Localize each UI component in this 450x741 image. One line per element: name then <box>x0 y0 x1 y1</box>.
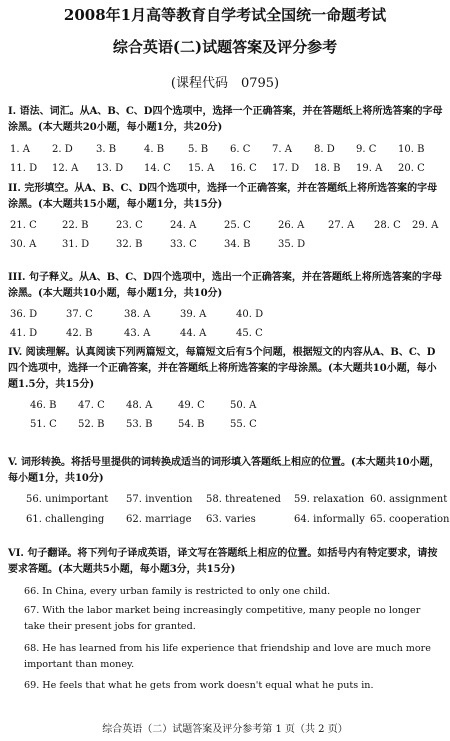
answer-item: 55. C <box>230 419 257 430</box>
answer-item: 59. relaxation <box>294 494 365 505</box>
answer-item: 62. marriage <box>126 514 192 525</box>
answer-item: 54. B <box>178 419 205 430</box>
answer-item: 22. B <box>62 220 89 231</box>
document-subtitle: 综合英语(二)试题答案及评分参考 <box>112 38 338 56</box>
answer-item: 34. B <box>224 239 251 250</box>
answer-item: 65. cooperation <box>370 514 450 525</box>
answer-item: 16. C <box>230 163 257 174</box>
answer-item: 13. D <box>96 163 124 174</box>
answer-item: 53. B <box>126 419 153 430</box>
page-footer: 综合英语（二）试题答案及评分参考第 1 页（共 2 页） <box>102 724 348 735</box>
answer-item: 49. C <box>178 400 205 411</box>
answer-item: 26. A <box>278 220 305 231</box>
section-4-answers-row-1 <box>8 400 444 416</box>
section-2-answers-row-1 <box>8 220 444 236</box>
answer-item: 36. D <box>10 309 38 320</box>
translation-answer-66: 66. In China, every urban family is restricted to only one child. <box>24 586 331 597</box>
answer-item: 14. C <box>144 163 171 174</box>
section-5-answers-row-2 <box>8 514 450 530</box>
answer-item: 33. C <box>170 239 197 250</box>
answer-item: 8. D <box>314 144 335 155</box>
answer-item: 20. C <box>398 163 425 174</box>
answer-item: 63. varies <box>206 514 256 525</box>
answer-item: 52. B <box>78 419 105 430</box>
section-3-answers-row-1 <box>8 309 444 325</box>
answer-item: 57. invention <box>126 494 193 505</box>
answer-item: 10. B <box>398 144 425 155</box>
answer-item: 60. assignment <box>370 494 448 505</box>
section-2-instruction: II. 完形填空。从A、B、C、D四个选项中，选择一个正确答案，并在答题纸上将所选答案的字母涂黑。(本大题共15小题，每小题1分，共15分) <box>8 183 438 210</box>
translation-answer-69: 69. He feels that what he gets from work doesn't equal what he puts in. <box>24 680 374 691</box>
answer-item: 27. A <box>328 220 355 231</box>
answer-item: 38. A <box>124 309 151 320</box>
answer-item: 2. D <box>52 144 73 155</box>
answer-item: 12. A <box>52 163 79 174</box>
answer-item: 7. A <box>272 144 292 155</box>
answer-item: 17. D <box>272 163 300 174</box>
answer-item: 21. C <box>10 220 37 231</box>
answer-item: 44. A <box>180 328 207 339</box>
answer-item: 50. A <box>230 400 257 411</box>
section-1-answers-row-1 <box>8 144 444 160</box>
answer-item: 48. A <box>126 400 153 411</box>
answer-item: 29. A <box>412 220 439 231</box>
answer-item: 11. D <box>10 163 38 174</box>
answer-item: 25. C <box>224 220 251 231</box>
answer-item: 37. C <box>66 309 93 320</box>
answer-item: 56. unimportant <box>26 494 109 505</box>
answer-item: 41. D <box>10 328 38 339</box>
answer-item: 51. C <box>30 419 57 430</box>
translation-answer-68: 68. He has learned from his life experience that friendship and love are much more important than money. <box>24 643 431 670</box>
answer-item: 24. A <box>170 220 197 231</box>
answer-item: 35. D <box>278 239 306 250</box>
answer-item: 45. C <box>236 328 263 339</box>
answer-item: 31. D <box>62 239 90 250</box>
answer-item: 40. D <box>236 309 264 320</box>
section-5-answers-row-1 <box>8 494 448 510</box>
answer-item: 28. C <box>374 220 401 231</box>
answer-item: 61. challenging <box>26 514 105 525</box>
section-5-instruction: V. 词形转换。将括号里提供的词转换成适当的词形填入答题纸上相应的位置。(本大题共10小题，每小题1分，共10分) <box>8 457 440 484</box>
exam-title: 2008年1月高等教育自学考试全国统一命题考试 <box>63 6 387 24</box>
section-4-instruction: IV. 阅读理解。认真阅读下列两篇短文，每篇短文后有5个问题，根据短文的内容从A、B、C、D四个选项中，选择一个正确答案，并在答题纸上将所选答案的字母涂黑。(本大题共10小题，每小题1.5分，共15分) <box>8 347 437 390</box>
answer-item: 30. A <box>10 239 37 250</box>
answer-item: 46. B <box>30 400 57 411</box>
section-1-answers-row-2 <box>8 163 444 179</box>
section-3-instruction: III. 句子释义。从A、B、C、D四个选项中，选出一个正确答案，并在答题纸上将所选答案的字母涂黑。(本大题共10小题，每小题1分，共10分) <box>8 272 442 299</box>
section-1-instruction: I. 语法、词汇。从A、B、C、D四个选项中，选择一个正确答案，并在答题纸上将所选答案的字母涂黑。(本大题共20小题，每小题1分，共20分) <box>8 106 443 133</box>
answer-item: 6. C <box>230 144 251 155</box>
answer-item: 47. C <box>78 400 105 411</box>
answer-item: 18. B <box>314 163 341 174</box>
answer-item: 58. threatened <box>206 494 281 505</box>
answer-item: 43. A <box>124 328 151 339</box>
section-6-instruction: VI. 句子翻译。将下列句子译成英语，译文写在答题纸上相应的位置。如括号内有特定要求，请按要求答题。(本大题共5小题，每小题3分，共15分) <box>8 548 438 575</box>
answer-item: 5. B <box>188 144 209 155</box>
answer-item: 39. A <box>180 309 207 320</box>
answer-item: 23. C <box>116 220 143 231</box>
course-code: (课程代码 0795) <box>170 76 280 91</box>
section-2-answers-row-2 <box>8 239 444 255</box>
answer-item: 9. C <box>356 144 377 155</box>
section-3-answers-row-2 <box>8 328 444 344</box>
answer-item: 19. A <box>356 163 383 174</box>
answer-item: 3. B <box>96 144 117 155</box>
answer-item: 15. A <box>188 163 215 174</box>
answer-item: 42. B <box>66 328 93 339</box>
answer-item: 64. informally <box>294 514 365 525</box>
section-4-answers-row-2 <box>8 419 444 435</box>
answer-item: 4. B <box>144 144 165 155</box>
answer-item: 32. B <box>116 239 143 250</box>
translation-answer-67: 67. With the labor market being increasingly competitive, many people no longer take their present jobs for granted. <box>24 605 421 632</box>
answer-item: 1. A <box>10 144 30 155</box>
